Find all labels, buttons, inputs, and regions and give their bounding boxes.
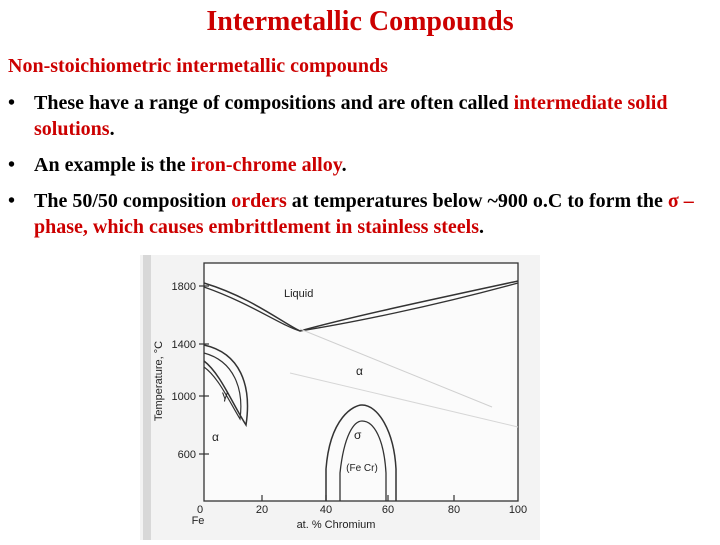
slide-title: Intermetallic Compounds — [206, 6, 514, 37]
gamma-region-label: γ — [222, 388, 228, 402]
x-origin-label: Fe — [191, 515, 205, 527]
phase-diagram-figure — [140, 255, 540, 540]
slide-subtitle: Non-stoichiometric intermetallic compounds — [8, 55, 388, 77]
bullet-text — [8, 90, 713, 142]
sigma-region-label: σ — [354, 428, 362, 442]
x-tick-label: 20 — [255, 504, 269, 516]
alpha-region-label: α — [356, 364, 363, 378]
bullet-text-segment: . — [109, 118, 115, 140]
fe-cr-phase-diagram — [140, 255, 540, 540]
bullet-item — [8, 90, 713, 142]
y-tick-label: 1400 — [171, 339, 196, 351]
x-tick-label: 60 — [381, 504, 395, 516]
bullet-text-segment: The 50/50 composition — [34, 190, 232, 212]
x-axis-title: at. % Chromium — [296, 519, 376, 531]
y-tick-label: 600 — [177, 449, 196, 461]
bullet-text-segment: . — [478, 216, 484, 238]
highlight-sigma-phase: σ –phase, which causes embrittlement in stainless steels — [34, 190, 694, 238]
bullet-marker: • — [8, 154, 16, 176]
bullet-marker: • — [8, 92, 16, 114]
x-tick-label: 0 — [196, 504, 204, 516]
alpha-low-region-label: α — [212, 430, 219, 444]
bullet-text-segment: at temperatures below ~900 o.C to form the — [286, 190, 668, 212]
y-axis-title: Temperature, °C — [153, 340, 165, 422]
highlight-iron-chrome-alloy: iron-chrome alloy — [190, 154, 342, 176]
fecr-compound-label: (Fe Cr) — [346, 463, 378, 474]
bullet-text-segment: . — [341, 154, 347, 176]
bullet-text-segment: These have a range of compositions and are often called — [34, 92, 514, 114]
bullet-marker: • — [8, 190, 16, 212]
y-tick-label: 1000 — [171, 391, 196, 403]
liquid-region-label: Liquid — [284, 288, 314, 300]
bullet-item — [8, 188, 713, 240]
highlight-intermediate-solid-solutions: intermediate solid solutions — [34, 92, 668, 140]
bullet-text — [8, 152, 713, 178]
highlight-orders: orders — [231, 190, 287, 212]
bullet-text-segment: An example is the — [34, 154, 191, 176]
x-tick-label: 80 — [447, 504, 461, 516]
bullet-text — [8, 188, 713, 240]
y-tick-label: 1800 — [171, 281, 196, 293]
x-tick-label: 40 — [319, 504, 333, 516]
x-tick-label: 100 — [508, 504, 528, 516]
scan-edge-shading — [143, 255, 151, 540]
bullet-item — [8, 152, 713, 178]
